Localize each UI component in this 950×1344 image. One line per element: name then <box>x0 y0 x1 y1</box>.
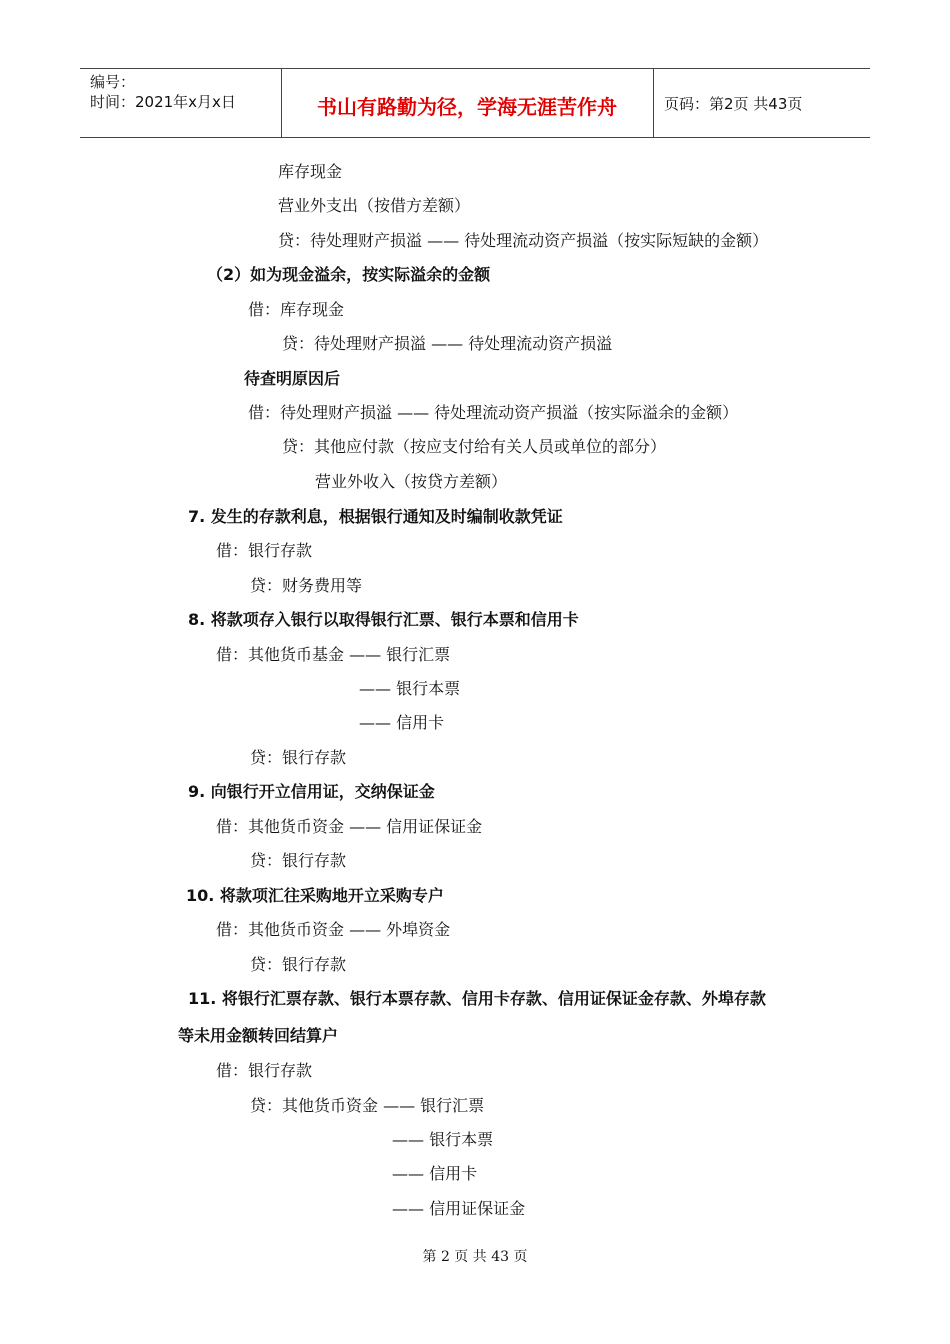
section-heading: （2）如为现金溢余，按实际溢余的金额 <box>207 265 491 284</box>
text-line: 贷：其他应付款（按应支付给有关人员或单位的部分） <box>282 437 667 456</box>
text-line: —— 信用卡 <box>359 713 445 732</box>
text-line: 贷：待处理财产损溢 —— 待处理流动资产损溢 <box>282 334 613 353</box>
header-left-cell <box>80 69 282 137</box>
text-line: —— 信用证保证金 <box>392 1199 526 1218</box>
section-heading: 9. 向银行开立信用证，交纳保证金 <box>188 782 435 801</box>
header-page-label: 页码：第2页 共43页 <box>664 95 803 113</box>
document-time-label: 时间：2021年x月x日 <box>90 93 236 111</box>
text-line: 借：待处理财产损溢 —— 待处理流动资产损溢（按实际溢余的金额） <box>248 403 739 422</box>
header-middle-cell <box>281 69 654 137</box>
text-line: 借：银行存款 <box>216 1061 313 1080</box>
text-line: —— 银行本票 <box>392 1130 494 1149</box>
section-heading: 8. 将款项存入银行以取得银行汇票、银行本票和信用卡 <box>188 610 579 629</box>
text-line: 借：其他货币资金 —— 外埠资金 <box>216 920 451 939</box>
text-line: —— 银行本票 <box>359 679 461 698</box>
text-line: 贷：银行存款 <box>250 748 347 767</box>
text-line: 贷：银行存款 <box>250 851 347 870</box>
text-line: 借：库存现金 <box>248 300 345 319</box>
section-heading: 10. 将款项汇往采购地开立采购专户 <box>186 886 444 905</box>
header-motto: 书山有路勤为径，学海无涯苦作舟 <box>317 95 617 119</box>
text-line: 借：银行存款 <box>216 541 313 560</box>
section-heading: 待查明原因后 <box>244 369 341 388</box>
section-heading: 7. 发生的存款利息，根据银行通知及时编制收款凭证 <box>188 507 563 526</box>
header-right-cell <box>654 69 870 137</box>
text-line: 营业外收入（按贷方差额） <box>315 472 508 491</box>
text-line: 借：其他货币资金 —— 信用证保证金 <box>216 817 483 836</box>
section-heading-continuation: 等未用金额转回结算户 <box>178 1026 339 1045</box>
document-number-label: 编号： <box>90 73 136 91</box>
text-line: 贷：待处理财产损溢 —— 待处理流动资产损溢（按实际短缺的金额） <box>278 231 769 250</box>
text-line: 贷：其他货币资金 —— 银行汇票 <box>250 1096 485 1115</box>
text-line: 贷：银行存款 <box>250 955 347 974</box>
text-line: 库存现金 <box>278 162 343 181</box>
page-footer: 第 2 页 共 43 页 <box>422 1249 528 1265</box>
text-line: 营业外支出（按借方差额） <box>278 196 471 215</box>
page-header <box>80 68 870 138</box>
text-line: 借：其他货币基金 —— 银行汇票 <box>216 645 451 664</box>
section-heading: 11. 将银行汇票存款、银行本票存款、信用卡存款、信用证保证金存款、外埠存款 <box>188 989 766 1008</box>
text-line: —— 信用卡 <box>392 1164 478 1183</box>
text-line: 贷：财务费用等 <box>250 576 363 595</box>
